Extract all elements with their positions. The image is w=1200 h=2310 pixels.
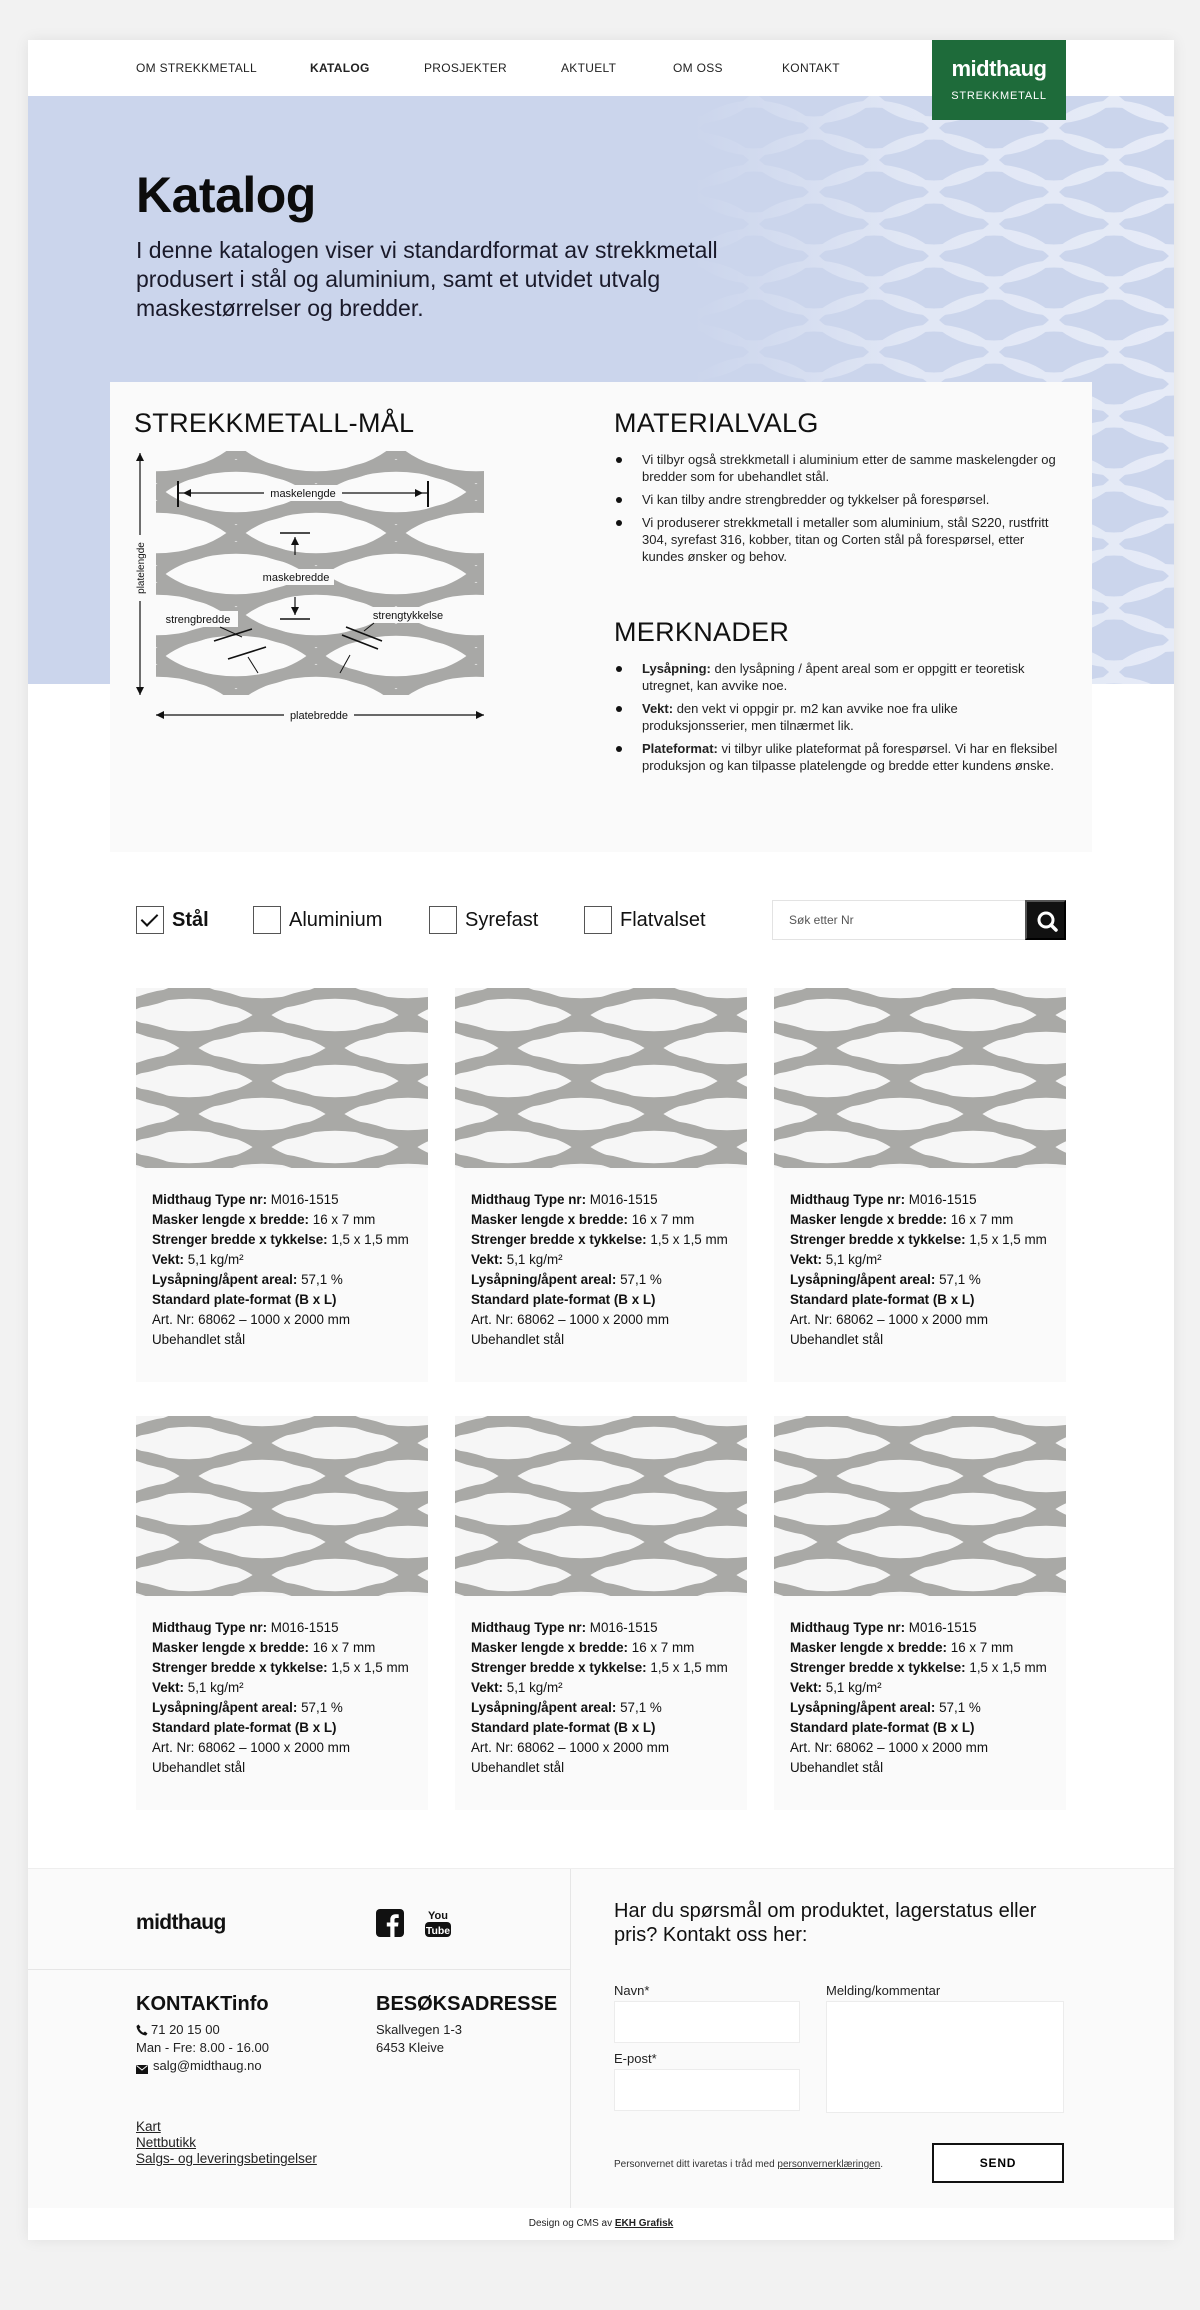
label-platelengde: platelengde: [136, 542, 147, 594]
spec-value: 16 x 7 mm: [950, 1640, 1014, 1655]
spec-finish: Ubehandlet stål: [152, 1332, 246, 1347]
product-card[interactable]: [136, 1416, 428, 1810]
logo-name: midthaug: [951, 56, 1047, 81]
spec-strand: [471, 1658, 731, 1678]
mail-icon: [136, 2064, 148, 2074]
spec-label: Strenger bredde x tykkelse:: [152, 1232, 328, 1247]
nav-item-om-strekkmetall[interactable]: OM STREKKMETALL: [136, 61, 257, 75]
spec-strand: [152, 1230, 412, 1250]
spec-weight: [790, 1678, 1050, 1698]
spec-label: Standard plate-format (B x L): [790, 1720, 975, 1735]
filter-syrefast[interactable]: [429, 906, 538, 934]
opening-hours: Man - Fre: 8.00 - 16.00: [136, 2040, 269, 2055]
spec-label: Standard plate-format (B x L): [471, 1720, 656, 1735]
mesh-product-image: [774, 1416, 1066, 1596]
spec-label: Vekt:: [152, 1252, 185, 1267]
spec-label: Midthaug Type nr:: [471, 1620, 587, 1635]
spec-value: 5,1 kg/m²: [506, 1252, 563, 1267]
contact-form-title: Har du spørsmål om produktet, lagerstatus eller pris? Kontakt oss her:: [614, 1900, 1037, 1946]
mesh-product-image: [455, 988, 747, 1168]
spec-value: M016-1515: [270, 1620, 339, 1635]
link-kart[interactable]: Kart: [136, 2119, 161, 2134]
label-platebredde: platebredde: [289, 710, 349, 722]
spec-label: Masker lengde x bredde:: [152, 1640, 310, 1655]
nav-item-prosjekter[interactable]: PROSJEKTER: [424, 61, 508, 75]
list-item: [614, 660, 1064, 694]
spec-open-area: [471, 1270, 731, 1290]
spec-value: M016-1515: [908, 1192, 977, 1207]
spec-label: Masker lengde x bredde:: [152, 1212, 310, 1227]
product-card[interactable]: [774, 988, 1066, 1382]
spec-value: 16 x 7 mm: [950, 1212, 1014, 1227]
spec-art-nr: Art. Nr: 68062 – 1000 x 2000 mm: [471, 1740, 669, 1755]
email-address: salg@midthaug.no: [153, 2058, 262, 2073]
spec-value: 16 x 7 mm: [631, 1212, 695, 1227]
spec-label: Masker lengde x bredde:: [790, 1212, 948, 1227]
filter-flatvalset[interactable]: [584, 906, 706, 934]
spec-value: 16 x 7 mm: [312, 1640, 376, 1655]
product-card[interactable]: [455, 988, 747, 1382]
spec-label: Strenger bredde x tykkelse:: [790, 1660, 966, 1675]
nav-item-aktuelt[interactable]: AKTUELT: [561, 61, 617, 75]
material-column: [614, 408, 1064, 780]
youtube-text-tube: Tube: [425, 1925, 451, 1937]
spec-weight: [471, 1678, 731, 1698]
spec-label: Vekt:: [471, 1252, 504, 1267]
page-title: Katalog: [136, 167, 316, 223]
spec-format: [790, 1290, 1050, 1310]
note-text: den lysåpning / åpent areal som er oppgitt er teoretisk utregnet, kan avvike noe.: [642, 661, 1025, 693]
spec-label: Vekt:: [152, 1680, 185, 1695]
spec-strand: [471, 1230, 731, 1250]
mesh-product-image: [136, 1416, 428, 1596]
spec-label: Midthaug Type nr:: [152, 1192, 268, 1207]
product-image[interactable]: [455, 988, 747, 1168]
note-term: Plateformat:: [642, 741, 718, 756]
spec-finish: Ubehandlet stål: [790, 1760, 884, 1775]
spec-label: Strenger bredde x tykkelse:: [790, 1232, 966, 1247]
phone-line[interactable]: [136, 2021, 220, 2038]
list-item: [614, 740, 1064, 774]
spec-label: Midthaug Type nr:: [790, 1620, 906, 1635]
main-nav: [136, 40, 862, 96]
product-specs: [136, 1596, 428, 1778]
spec-open-area: [471, 1698, 731, 1718]
nav-item-om-oss[interactable]: OM OSS: [673, 61, 723, 75]
search-icon: [1027, 902, 1068, 942]
privacy-link[interactable]: personvernerklæringen: [777, 2159, 881, 2170]
spec-label: Midthaug Type nr:: [152, 1620, 268, 1635]
message-field[interactable]: [826, 2001, 1064, 2113]
privacy-text: Personvernet ditt ivaretas i tråd med: [614, 2159, 778, 2170]
hero-intro-text: I denne katalogen viser vi standardformat av strekkmetall produsert i stål og aluminium, samt et utvidet utvalg maskestørrelser og bredder.: [136, 237, 718, 321]
spec-value: 16 x 7 mm: [631, 1640, 695, 1655]
spec-type: [471, 1190, 731, 1210]
spec-value: 57,1 %: [620, 1700, 662, 1715]
spec-value: 5,1 kg/m²: [825, 1252, 882, 1267]
spec-weight: [152, 1250, 412, 1270]
note-term: Vekt:: [642, 701, 674, 716]
product-image[interactable]: [455, 1416, 747, 1596]
product-image[interactable]: [136, 1416, 428, 1596]
spec-open-area: [790, 1270, 1050, 1290]
product-image[interactable]: [774, 1416, 1066, 1596]
spec-format: [471, 1718, 731, 1738]
filter-label: Flatvalset: [620, 908, 706, 931]
search-box: [772, 900, 1066, 940]
spec-label: Vekt:: [790, 1252, 823, 1267]
facebook-icon[interactable]: [376, 1909, 404, 1937]
spec-label: Masker lengde x bredde:: [790, 1640, 948, 1655]
privacy-suffix: .: [880, 2159, 884, 2170]
phone-number: 71 20 15 00: [151, 2022, 220, 2037]
spec-open-area: [152, 1270, 412, 1290]
footer-divider: [28, 1969, 570, 1970]
spec-type: [790, 1190, 1050, 1210]
spec-label: Masker lengde x bredde:: [471, 1640, 629, 1655]
spec-weight: [152, 1678, 412, 1698]
checkbox-icon[interactable]: [253, 906, 281, 934]
list-item: Vi tilbyr også strekkmetall i aluminium etter de samme maskelengder og bredder som for ubehandlet stål.: [614, 451, 1064, 485]
spec-label: Lysåpning/åpent areal:: [471, 1272, 617, 1287]
spec-finish: Ubehandlet stål: [471, 1332, 565, 1347]
spec-open-area: [152, 1698, 412, 1718]
youtube-text-you: You: [428, 1910, 448, 1922]
spec-format: [152, 1718, 412, 1738]
label-strengtykkelse: strengtykkelse: [372, 610, 444, 622]
filter-label: Stål: [172, 908, 209, 931]
material-list: [614, 451, 1064, 565]
spec-mesh: [152, 1210, 412, 1230]
name-label: Navn*: [614, 1983, 650, 1998]
spec-art-nr: Art. Nr: 68062 – 1000 x 2000 mm: [790, 1740, 988, 1755]
spec-value: 5,1 kg/m²: [825, 1680, 882, 1695]
label-maskelengde: maskelengde: [270, 488, 336, 500]
list-item: Vi kan tilby andre strengbredder og tykkelser på forespørsel.: [614, 491, 1064, 508]
note-text: vi tilbyr ulike plateformat på forespørsel. Vi har en fleksibel produksjon og kan tilpasse platelengde og bredde etter kundens ønske.: [642, 741, 1058, 773]
product-image[interactable]: [774, 988, 1066, 1168]
spec-format: [152, 1290, 412, 1310]
spec-value: 1,5 x 1,5 mm: [331, 1232, 409, 1247]
info-card: [110, 382, 1092, 852]
credit-line: [28, 2208, 1174, 2240]
filter-bar: [136, 900, 1066, 942]
nav-item-kontakt[interactable]: KONTAKT: [782, 61, 840, 75]
street-address: Skallvegen 1-3: [376, 2022, 462, 2037]
spec-type: [471, 1618, 731, 1638]
mesh-product-image: [136, 988, 428, 1168]
spec-open-area: [790, 1698, 1050, 1718]
logo-tagline: STREKKMETALL: [951, 90, 1047, 102]
spec-format: [471, 1290, 731, 1310]
filter-aluminium[interactable]: [253, 906, 382, 934]
spec-label: Lysåpning/åpent areal:: [790, 1700, 936, 1715]
spec-label: Standard plate-format (B x L): [152, 1720, 337, 1735]
spec-value: 57,1 %: [620, 1272, 662, 1287]
footer-logo[interactable]: midthaug: [136, 1911, 226, 1934]
product-specs: [455, 1168, 747, 1350]
spec-strand: [152, 1658, 412, 1678]
filter-label: Aluminium: [289, 908, 383, 931]
link-salgsbetingelser[interactable]: Salgs- og leveringsbetingelser: [136, 2151, 317, 2166]
contact-title: KONTAKTinfo: [136, 1993, 269, 2015]
spec-label: Strenger bredde x tykkelse:: [152, 1660, 328, 1675]
spec-type: [152, 1618, 412, 1638]
credit-link[interactable]: EKH Grafisk: [614, 2218, 674, 2229]
youtube-icon[interactable]: [424, 1907, 452, 1939]
spec-value: 57,1 %: [939, 1700, 981, 1715]
product-card[interactable]: [774, 1416, 1066, 1810]
product-card[interactable]: [455, 1416, 747, 1810]
spec-format: [790, 1718, 1050, 1738]
note-text: den vekt vi oppgir pr. m2 kan avvike noe fra ulike produksjonsserier, men tilnærmet lik.: [642, 701, 958, 733]
visit-title: BESØKSADRESSE: [376, 1993, 558, 2015]
spec-strand: [790, 1658, 1050, 1678]
spec-art-nr: Art. Nr: 68062 – 1000 x 2000 mm: [471, 1312, 669, 1327]
spec-label: Standard plate-format (B x L): [790, 1292, 975, 1307]
city-address: 6453 Kleive: [376, 2040, 444, 2055]
list-item: [614, 700, 1064, 734]
message-label: Melding/kommentar: [826, 1983, 941, 1998]
mesh-product-image: [455, 1416, 747, 1596]
mesh-product-image: [774, 988, 1066, 1168]
spec-value: 57,1 %: [301, 1700, 343, 1715]
spec-label: Lysåpning/åpent areal:: [152, 1272, 298, 1287]
note-term: Lysåpning:: [642, 661, 711, 676]
spec-strand: [790, 1230, 1050, 1250]
product-specs: [774, 1596, 1066, 1778]
spec-value: M016-1515: [270, 1192, 339, 1207]
name-field[interactable]: [614, 2001, 800, 2043]
spec-mesh: [790, 1210, 1050, 1230]
site-footer: [28, 1868, 1174, 2208]
measure-column: [134, 408, 574, 741]
spec-value: 57,1 %: [301, 1272, 343, 1287]
spec-label: Strenger bredde x tykkelse:: [471, 1232, 647, 1247]
spec-mesh: [471, 1210, 731, 1230]
spec-value: 1,5 x 1,5 mm: [969, 1232, 1047, 1247]
filter-stal[interactable]: [136, 906, 209, 934]
notes-list: [614, 660, 1064, 774]
spec-value: M016-1515: [589, 1620, 658, 1635]
spec-label: Midthaug Type nr:: [790, 1192, 906, 1207]
nav-item-katalog[interactable]: KATALOG: [310, 61, 370, 75]
product-card[interactable]: [136, 988, 428, 1382]
mesh-diagram-svg: [134, 451, 514, 741]
spec-value: 16 x 7 mm: [312, 1212, 376, 1227]
spec-type: [790, 1618, 1050, 1638]
measurement-diagram: [134, 451, 514, 741]
spec-finish: Ubehandlet stål: [152, 1760, 246, 1775]
checkbox-icon[interactable]: [429, 906, 457, 934]
brand-logo[interactable]: [932, 40, 1066, 120]
product-specs: [455, 1596, 747, 1778]
email-field[interactable]: [614, 2069, 800, 2111]
credit-text: Design og CMS av: [528, 2218, 615, 2229]
spec-value: 5,1 kg/m²: [187, 1252, 244, 1267]
footer-divider: [570, 1869, 571, 2209]
measure-title: STREKKMETALL-MÅL: [134, 408, 415, 438]
product-image[interactable]: [136, 988, 428, 1168]
spec-mesh: [152, 1638, 412, 1658]
material-title: MATERIALVALG: [614, 408, 819, 438]
spec-value: M016-1515: [908, 1620, 977, 1635]
spec-label: Standard plate-format (B x L): [471, 1292, 656, 1307]
spec-mesh: [471, 1638, 731, 1658]
product-specs: [774, 1168, 1066, 1350]
spec-value: 1,5 x 1,5 mm: [650, 1232, 728, 1247]
notes-title: MERKNADER: [614, 617, 790, 647]
product-specs: [136, 1168, 428, 1350]
spec-value: 5,1 kg/m²: [187, 1680, 244, 1695]
checkbox-checked-icon[interactable]: [136, 906, 164, 934]
spec-label: Midthaug Type nr:: [471, 1192, 587, 1207]
spec-label: Lysåpning/åpent areal:: [471, 1700, 617, 1715]
spec-art-nr: Art. Nr: 68062 – 1000 x 2000 mm: [152, 1740, 350, 1755]
site-header: [28, 40, 1174, 102]
checkbox-icon[interactable]: [584, 906, 612, 934]
spec-type: [152, 1190, 412, 1210]
search-input[interactable]: [773, 901, 1025, 939]
spec-value: 1,5 x 1,5 mm: [969, 1660, 1047, 1675]
email-line[interactable]: [136, 2057, 262, 2074]
spec-weight: [471, 1250, 731, 1270]
spec-label: Strenger bredde x tykkelse:: [471, 1660, 647, 1675]
spec-label: Masker lengde x bredde:: [471, 1212, 629, 1227]
email-label: E-post*: [614, 2051, 657, 2066]
phone-icon: [136, 2024, 148, 2036]
page: [28, 40, 1174, 2240]
label-maskebredde: maskebredde: [262, 572, 330, 584]
privacy-notice: [614, 2159, 883, 2170]
spec-label: Standard plate-format (B x L): [152, 1292, 337, 1307]
send-button[interactable]: SEND: [932, 2143, 1064, 2183]
spec-weight: [790, 1250, 1050, 1270]
spec-art-nr: Art. Nr: 68062 – 1000 x 2000 mm: [790, 1312, 988, 1327]
link-nettbutikk[interactable]: Nettbutikk: [136, 2135, 197, 2150]
label-strengbredde: strengbredde: [165, 614, 231, 626]
spec-finish: Ubehandlet stål: [471, 1760, 565, 1775]
spec-value: M016-1515: [589, 1192, 658, 1207]
spec-label: Lysåpning/åpent areal:: [790, 1272, 936, 1287]
spec-value: 1,5 x 1,5 mm: [650, 1660, 728, 1675]
spec-value: 57,1 %: [939, 1272, 981, 1287]
spec-mesh: [790, 1638, 1050, 1658]
spec-art-nr: Art. Nr: 68062 – 1000 x 2000 mm: [152, 1312, 350, 1327]
search-button[interactable]: [1025, 900, 1066, 940]
spec-finish: Ubehandlet stål: [790, 1332, 884, 1347]
spec-label: Vekt:: [790, 1680, 823, 1695]
spec-label: Vekt:: [471, 1680, 504, 1695]
filter-label: Syrefast: [465, 908, 539, 931]
spec-label: Lysåpning/åpent areal:: [152, 1700, 298, 1715]
list-item: Vi produserer strekkmetall i metaller som aluminium, stål S220, rustfritt 304, syrefast 316, kobber, titan og Corten stål på forespørsel, etter kundes ønsker og behov.: [614, 514, 1064, 565]
spec-value: 1,5 x 1,5 mm: [331, 1660, 409, 1675]
spec-value: 5,1 kg/m²: [506, 1680, 563, 1695]
